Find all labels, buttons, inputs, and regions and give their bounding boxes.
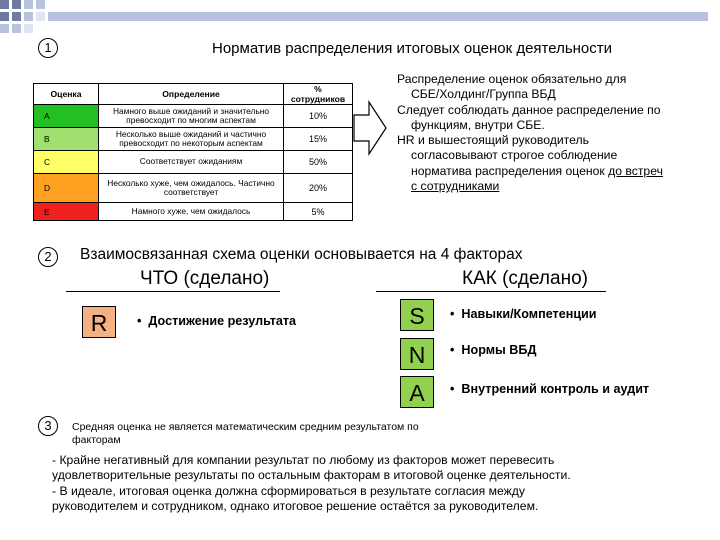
rules-line: функциям, внутри СБЕ. (411, 117, 545, 132)
factors-heading: Взаимосвязанная схема оценки основывается на 4 факторах (80, 246, 523, 263)
grade-cell: C (34, 151, 99, 174)
percent-cell: 10% (284, 105, 353, 128)
section-marker-3: 3 (38, 416, 58, 436)
rules-line: согласовывают строгое соблюдение (411, 148, 618, 163)
rules-line: Распределение оценок обязательно для (397, 72, 627, 86)
distribution-rules-text (397, 72, 717, 194)
note-line: факторам (72, 433, 121, 446)
how-underline (376, 291, 606, 292)
percent-cell: 15% (284, 128, 353, 151)
factor-a-item: • Внутренний контроль и аудит (450, 382, 650, 396)
how-heading: КАК (сделано) (462, 268, 588, 289)
conclusion-line: - Крайне негативный для компании результат по любому из факторов может перевесить (52, 453, 555, 467)
conclusion-line: руководителем и сотрудником, однако итоговое решение остаётся за руководителем. (52, 498, 539, 513)
definition-cell: Соответствует ожиданиям (99, 151, 284, 174)
table-header-definition: Определение (99, 84, 284, 105)
definition-cell: Намного хуже, чем ожидалось (99, 203, 284, 221)
conclusion-line: - В идеале, итоговая оценка должна сформироваться в результате согласия между (52, 483, 525, 498)
factor-r-item: • Достижение результата (137, 314, 297, 328)
percent-cell: 20% (284, 174, 353, 203)
factor-n-item: • Нормы ВБД (450, 343, 537, 357)
definition-cell: Несколько выше ожиданий и частично превосходит по некоторым аспектам (99, 128, 284, 151)
table-row (34, 203, 353, 221)
section-marker-1: 1 (38, 38, 58, 58)
section-marker-2: 2 (38, 247, 58, 267)
conclusion-text (52, 453, 717, 514)
rules-text: норматива распределения оценок (411, 163, 609, 178)
rules-line: СБЕ/Холдинг/Группа ВБД (411, 87, 556, 102)
definition-cell: Несколько хуже, чем ожидалось. Частично соответствует (99, 174, 284, 203)
grade-cell: E (34, 203, 99, 221)
grade-cell: A (34, 105, 99, 128)
factor-r-box: R (82, 306, 116, 338)
percent-cell: 50% (284, 151, 353, 174)
grade-cell: D (34, 174, 99, 203)
table-header-grade: Оценка (34, 84, 99, 105)
rules-line: HR и вышестоящий руководитель (397, 133, 589, 148)
factor-s-item: • Навыки/Компетенции (450, 307, 597, 321)
table-row (34, 105, 353, 128)
average-note (72, 421, 419, 446)
right-arrow-icon (352, 100, 388, 156)
conclusion-line: удовлетворительные результаты по остальным факторам в итоговой оценке деятельности. (52, 468, 571, 483)
table-row (34, 151, 353, 174)
factor-a-label: Внутренний контроль и аудит (461, 382, 650, 396)
note-line: Средняя оценка не является математическим средним результатом по (72, 421, 419, 433)
factor-r-label: Достижение результата (148, 314, 297, 328)
table-row (34, 128, 353, 151)
table-row (34, 174, 353, 203)
factor-s-label: Навыки/Компетенции (461, 307, 597, 321)
rules-line: Следует соблюдать данное распределение по (397, 102, 661, 117)
grade-cell: B (34, 128, 99, 151)
definition-cell: Намного выше ожиданий и значительно превосходит по многим аспектам (99, 105, 284, 128)
factor-n-box: N (400, 338, 434, 370)
what-underline (66, 291, 280, 292)
percent-cell: 5% (284, 203, 353, 221)
rules-line (397, 164, 717, 179)
table-header-percent: % сотрудников (284, 84, 353, 105)
distribution-table (33, 83, 353, 221)
page-title: Норматив распределения итоговых оценок деятельности (212, 40, 613, 57)
rules-link-text: с сотрудниками (411, 179, 500, 194)
table-header-row (34, 84, 353, 105)
factor-a-box: A (400, 376, 434, 408)
rules-link-text: до встреч (608, 163, 663, 178)
what-heading: ЧТО (сделано) (140, 268, 270, 289)
factor-n-label: Нормы ВБД (461, 343, 537, 357)
factor-s-box: S (400, 299, 434, 331)
